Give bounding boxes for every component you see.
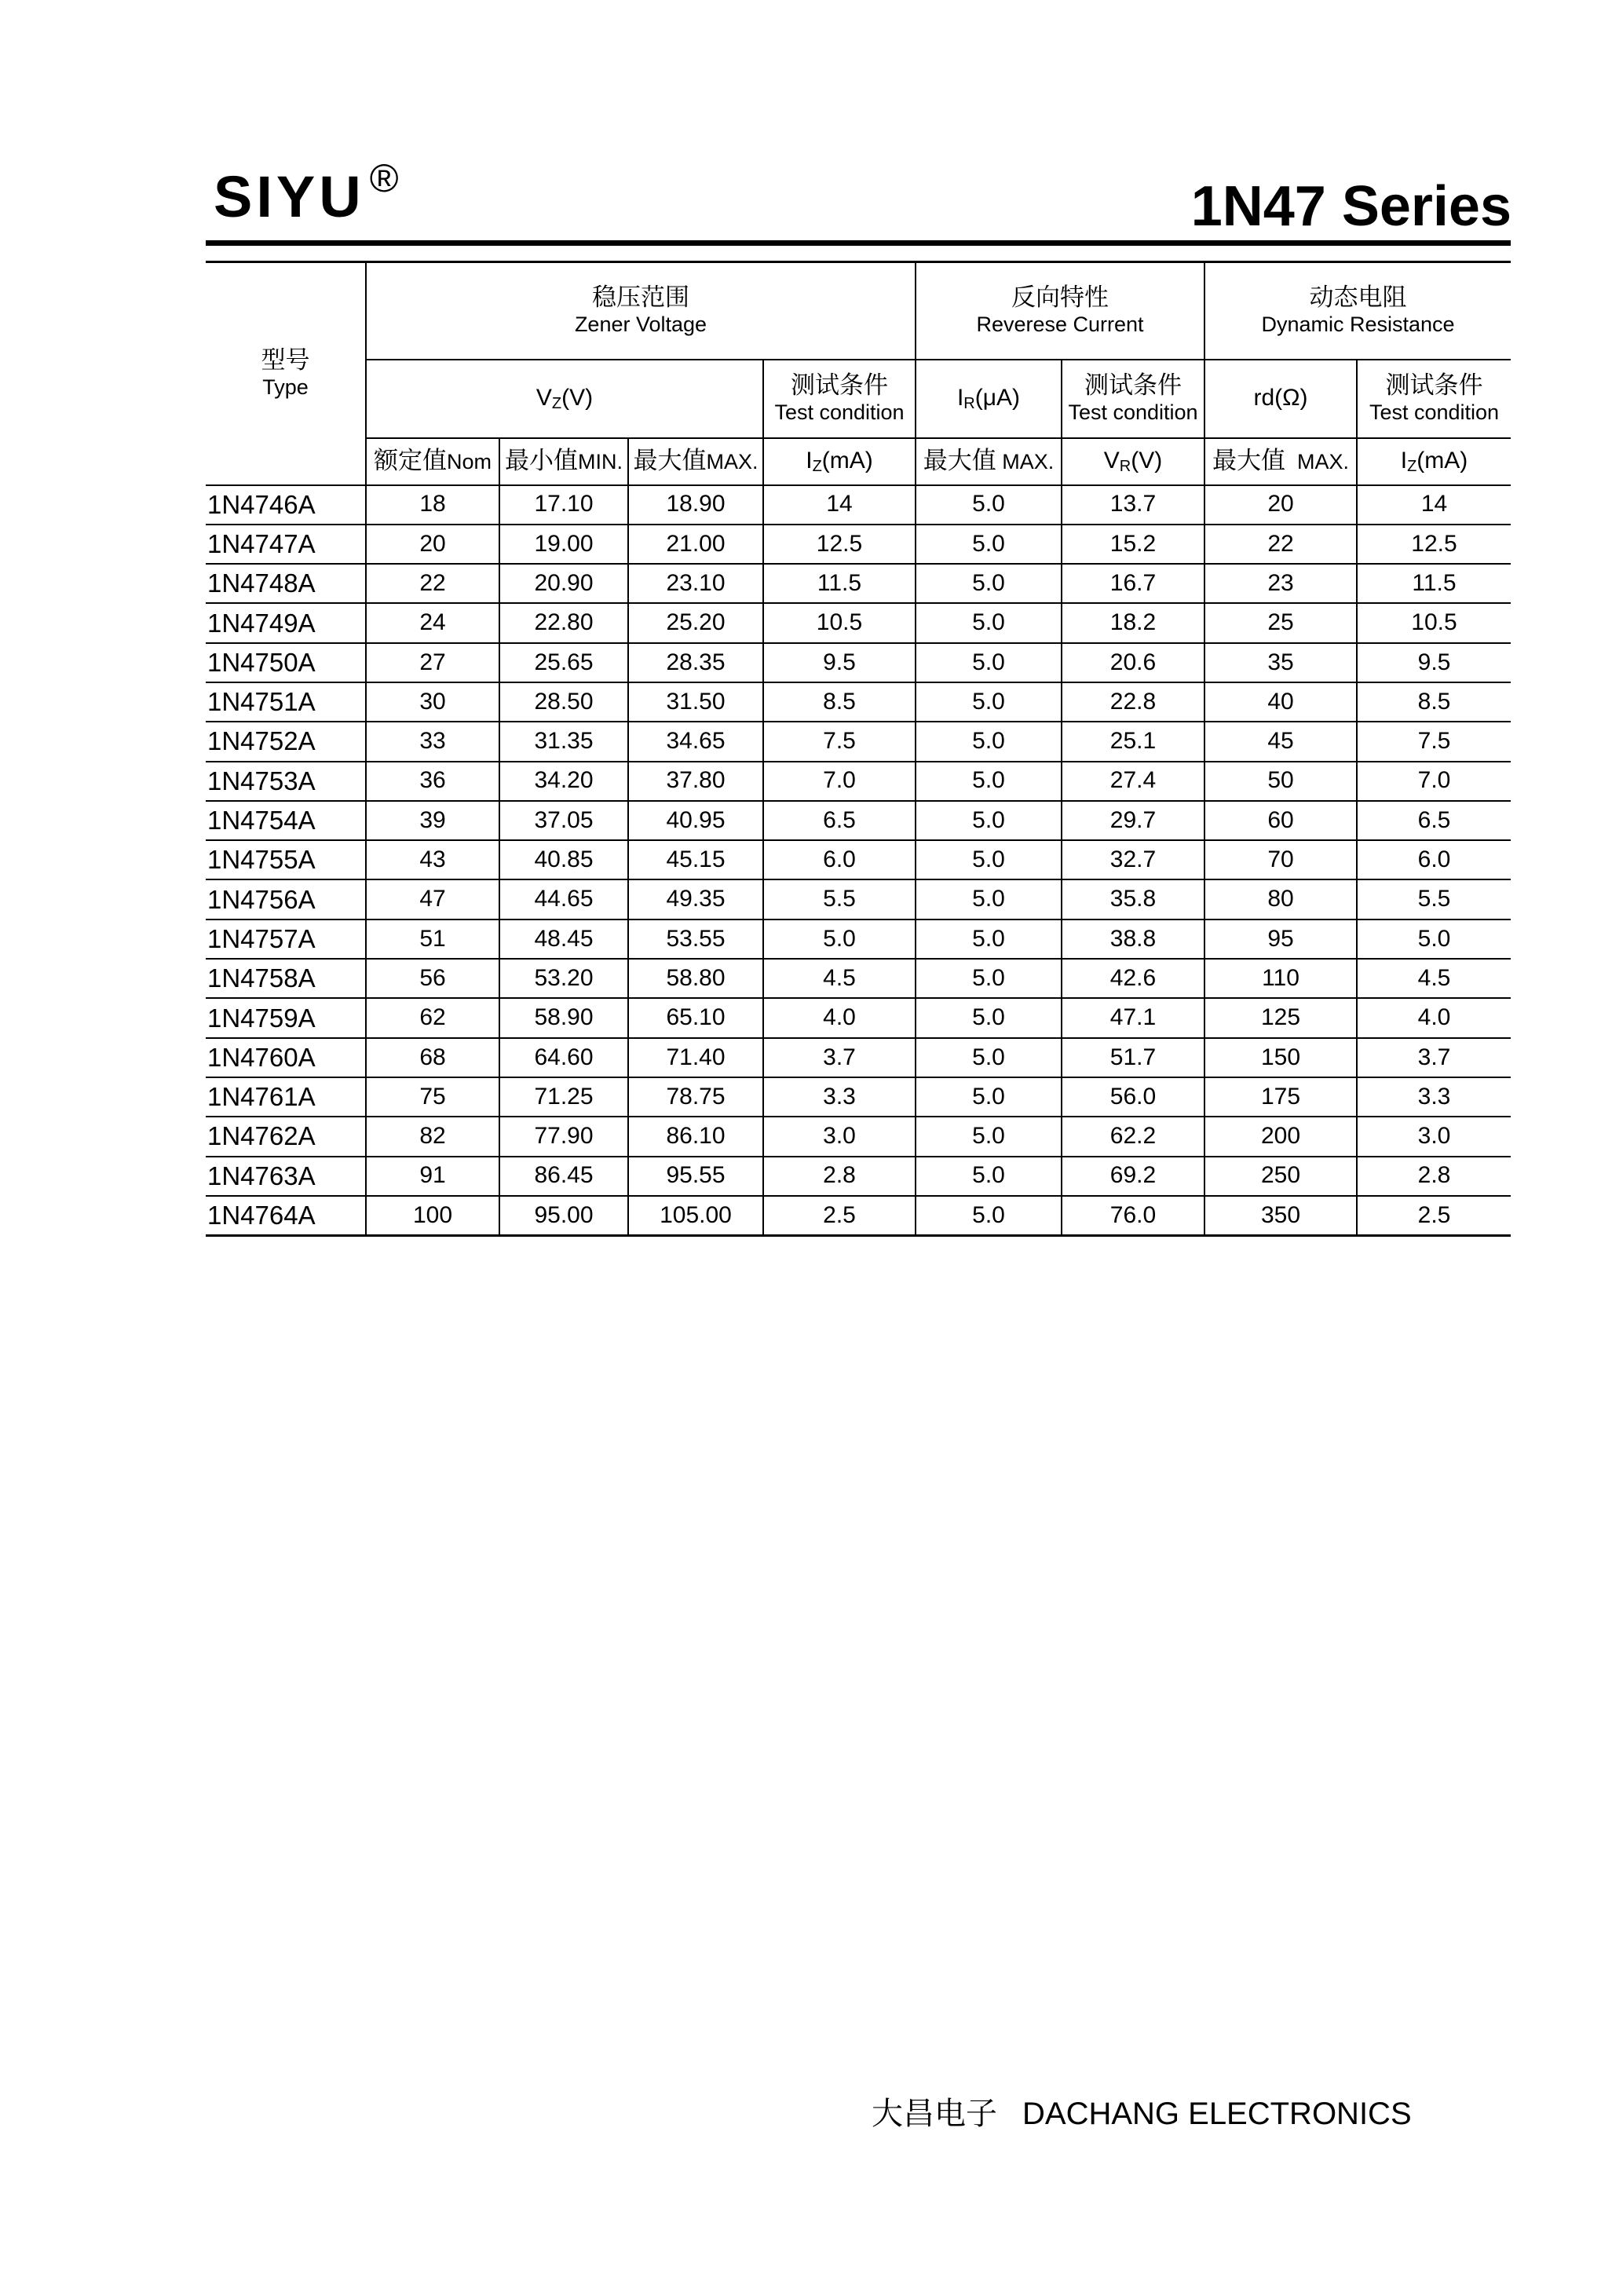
cell-type: 1N4762A bbox=[206, 1117, 366, 1156]
vr-header bbox=[1062, 438, 1204, 485]
cell-iz2: 3.3 bbox=[1357, 1077, 1511, 1117]
iz-subscript: Z bbox=[812, 457, 822, 475]
cell-min: 58.90 bbox=[499, 998, 628, 1037]
reverse-test-condition-header bbox=[1062, 360, 1204, 438]
vr-symbol: V bbox=[1103, 447, 1120, 473]
reverse-current-header bbox=[916, 262, 1204, 360]
cell-min: 53.20 bbox=[499, 959, 628, 998]
cell-type: 1N4748A bbox=[206, 564, 366, 603]
cell-nom: 36 bbox=[366, 762, 499, 801]
table-row bbox=[206, 1077, 1511, 1117]
cell-iz2: 5.0 bbox=[1357, 919, 1511, 959]
cell-min: 64.60 bbox=[499, 1038, 628, 1077]
cell-max: 86.10 bbox=[628, 1117, 763, 1156]
cell-iz: 2.8 bbox=[763, 1157, 916, 1196]
cell-max: 18.90 bbox=[628, 485, 763, 525]
cell-min: 77.90 bbox=[499, 1117, 628, 1156]
cell-iz: 10.5 bbox=[763, 603, 916, 642]
table-row bbox=[206, 879, 1511, 919]
cell-max: 31.50 bbox=[628, 682, 763, 722]
cell-ir: 5.0 bbox=[916, 564, 1062, 603]
cell-vr: 76.0 bbox=[1062, 1196, 1204, 1236]
cell-type: 1N4757A bbox=[206, 919, 366, 959]
table-row bbox=[206, 485, 1511, 525]
cell-nom: 51 bbox=[366, 919, 499, 959]
zener-voltage-header bbox=[366, 262, 916, 360]
iz-unit: (mA) bbox=[821, 447, 873, 473]
test-en-1: Test condition bbox=[774, 400, 905, 424]
zener-header-en: Zener Voltage bbox=[574, 313, 707, 337]
cell-iz2: 9.5 bbox=[1357, 643, 1511, 682]
ir-unit: (μA) bbox=[974, 384, 1021, 411]
cell-max: 49.35 bbox=[628, 879, 763, 919]
min-en: MIN. bbox=[578, 449, 623, 473]
table-row bbox=[206, 564, 1511, 603]
cell-iz2: 14 bbox=[1357, 485, 1511, 525]
cell-max: 105.00 bbox=[628, 1196, 763, 1236]
vr-unit: (V) bbox=[1131, 447, 1163, 473]
cell-type: 1N4747A bbox=[206, 525, 366, 564]
rd-max-header bbox=[1204, 438, 1357, 485]
cell-rd: 200 bbox=[1204, 1117, 1357, 1156]
cell-min: 86.45 bbox=[499, 1157, 628, 1196]
cell-nom: 47 bbox=[366, 879, 499, 919]
cell-rd: 23 bbox=[1204, 564, 1357, 603]
cell-type: 1N4750A bbox=[206, 643, 366, 682]
cell-iz2: 2.8 bbox=[1357, 1157, 1511, 1196]
cell-vr: 18.2 bbox=[1062, 603, 1204, 642]
cell-ir: 5.0 bbox=[916, 1196, 1062, 1236]
cell-type: 1N4749A bbox=[206, 603, 366, 642]
cell-ir: 5.0 bbox=[916, 603, 1062, 642]
cell-iz: 6.5 bbox=[763, 801, 916, 840]
ir-max-cn: 最大值 bbox=[923, 446, 996, 475]
cell-vr: 25.1 bbox=[1062, 722, 1204, 761]
cell-rd: 40 bbox=[1204, 682, 1357, 722]
cell-max: 53.55 bbox=[628, 919, 763, 959]
cell-min: 31.35 bbox=[499, 722, 628, 761]
cell-ir: 5.0 bbox=[916, 525, 1062, 564]
cell-min: 48.45 bbox=[499, 919, 628, 959]
cell-iz: 8.5 bbox=[763, 682, 916, 722]
cell-vr: 15.2 bbox=[1062, 525, 1204, 564]
cell-ir: 5.0 bbox=[916, 1077, 1062, 1117]
cell-iz: 3.3 bbox=[763, 1077, 916, 1117]
cell-vr: 22.8 bbox=[1062, 682, 1204, 722]
cell-iz: 3.0 bbox=[763, 1117, 916, 1156]
table-row bbox=[206, 959, 1511, 998]
cell-min: 44.65 bbox=[499, 879, 628, 919]
test-en-3: Test condition bbox=[1369, 400, 1500, 424]
cell-iz2: 3.7 bbox=[1357, 1038, 1511, 1077]
cell-ir: 5.0 bbox=[916, 919, 1062, 959]
min-header bbox=[499, 438, 628, 485]
cell-vr: 27.4 bbox=[1062, 762, 1204, 801]
iz2-header bbox=[1357, 438, 1511, 485]
cell-iz: 11.5 bbox=[763, 564, 916, 603]
cell-min: 71.25 bbox=[499, 1077, 628, 1117]
type-header-cn: 型号 bbox=[261, 346, 310, 375]
cell-ir: 5.0 bbox=[916, 998, 1062, 1037]
cell-rd: 20 bbox=[1204, 485, 1357, 525]
cell-type: 1N4761A bbox=[206, 1077, 366, 1117]
cell-ir: 5.0 bbox=[916, 1117, 1062, 1156]
cell-type: 1N4746A bbox=[206, 485, 366, 525]
nom-cn: 额定值 bbox=[373, 446, 447, 475]
dynamic-header-en: Dynamic Resistance bbox=[1261, 313, 1455, 337]
cell-iz2: 6.5 bbox=[1357, 801, 1511, 840]
nom-en: Nom bbox=[446, 449, 492, 473]
cell-type: 1N4758A bbox=[206, 959, 366, 998]
cell-type: 1N4753A bbox=[206, 762, 366, 801]
cell-iz2: 7.0 bbox=[1357, 762, 1511, 801]
cell-iz: 2.5 bbox=[763, 1196, 916, 1236]
reverse-header-en: Reverese Current bbox=[976, 313, 1144, 337]
cell-ir: 5.0 bbox=[916, 879, 1062, 919]
iz2-subscript: Z bbox=[1407, 457, 1417, 475]
cell-iz2: 6.0 bbox=[1357, 840, 1511, 879]
cell-max: 65.10 bbox=[628, 998, 763, 1037]
table-row bbox=[206, 919, 1511, 959]
cell-vr: 69.2 bbox=[1062, 1157, 1204, 1196]
brand-logo bbox=[214, 156, 403, 230]
cell-rd: 60 bbox=[1204, 801, 1357, 840]
cell-max: 21.00 bbox=[628, 525, 763, 564]
cell-nom: 18 bbox=[366, 485, 499, 525]
cell-type: 1N4751A bbox=[206, 682, 366, 722]
iz-symbol: I bbox=[806, 447, 813, 473]
cell-rd: 350 bbox=[1204, 1196, 1357, 1236]
max-cn: 最大值 bbox=[633, 446, 707, 475]
cell-nom: 91 bbox=[366, 1157, 499, 1196]
ir-symbol: I bbox=[956, 384, 964, 411]
cell-type: 1N4759A bbox=[206, 998, 366, 1037]
ir-max-header bbox=[916, 438, 1062, 485]
vz-unit: (V) bbox=[561, 384, 594, 411]
table-body bbox=[206, 485, 1511, 1236]
cell-ir: 5.0 bbox=[916, 485, 1062, 525]
cell-iz2: 7.5 bbox=[1357, 722, 1511, 761]
cell-vr: 38.8 bbox=[1062, 919, 1204, 959]
cell-rd: 35 bbox=[1204, 643, 1357, 682]
header-rule bbox=[206, 240, 1511, 246]
footer bbox=[872, 2089, 1412, 2133]
cell-type: 1N4756A bbox=[206, 879, 366, 919]
zener-test-condition-header bbox=[763, 360, 916, 438]
cell-rd: 175 bbox=[1204, 1077, 1357, 1117]
cell-ir: 5.0 bbox=[916, 1157, 1062, 1196]
cell-iz: 14 bbox=[763, 485, 916, 525]
cell-iz: 6.0 bbox=[763, 840, 916, 879]
cell-rd: 250 bbox=[1204, 1157, 1357, 1196]
rd-header: rd(Ω) bbox=[1204, 360, 1357, 438]
cell-iz: 5.5 bbox=[763, 879, 916, 919]
cell-ir: 5.0 bbox=[916, 762, 1062, 801]
cell-nom: 82 bbox=[366, 1117, 499, 1156]
vr-subscript: R bbox=[1119, 457, 1131, 475]
test-en-2: Test condition bbox=[1068, 400, 1198, 424]
cell-max: 45.15 bbox=[628, 840, 763, 879]
cell-min: 34.20 bbox=[499, 762, 628, 801]
max-header bbox=[628, 438, 763, 485]
cell-ir: 5.0 bbox=[916, 682, 1062, 722]
max-en: MAX. bbox=[706, 449, 758, 473]
rd-max-en: MAX. bbox=[1285, 449, 1349, 473]
test-cn-3: 测试条件 bbox=[1385, 371, 1483, 400]
table-row bbox=[206, 762, 1511, 801]
table-row bbox=[206, 525, 1511, 564]
cell-type: 1N4760A bbox=[206, 1038, 366, 1077]
spec-table bbox=[206, 261, 1511, 1237]
cell-vr: 47.1 bbox=[1062, 998, 1204, 1037]
cell-iz2: 3.0 bbox=[1357, 1117, 1511, 1156]
cell-nom: 39 bbox=[366, 801, 499, 840]
cell-min: 95.00 bbox=[499, 1196, 628, 1236]
cell-nom: 56 bbox=[366, 959, 499, 998]
cell-ir: 5.0 bbox=[916, 959, 1062, 998]
cell-nom: 22 bbox=[366, 564, 499, 603]
cell-type: 1N4755A bbox=[206, 840, 366, 879]
cell-vr: 13.7 bbox=[1062, 485, 1204, 525]
cell-max: 23.10 bbox=[628, 564, 763, 603]
cell-min: 17.10 bbox=[499, 485, 628, 525]
cell-iz: 9.5 bbox=[763, 643, 916, 682]
cell-nom: 62 bbox=[366, 998, 499, 1037]
ir-max-en: MAX. bbox=[996, 449, 1055, 473]
cell-vr: 42.6 bbox=[1062, 959, 1204, 998]
cell-vr: 29.7 bbox=[1062, 801, 1204, 840]
cell-nom: 75 bbox=[366, 1077, 499, 1117]
cell-min: 40.85 bbox=[499, 840, 628, 879]
type-header bbox=[206, 262, 366, 485]
cell-iz2: 4.0 bbox=[1357, 998, 1511, 1037]
rd-max-cn: 最大值 bbox=[1212, 446, 1285, 475]
cell-nom: 100 bbox=[366, 1196, 499, 1236]
cell-rd: 125 bbox=[1204, 998, 1357, 1037]
cell-type: 1N4752A bbox=[206, 722, 366, 761]
brand-name: SIYU bbox=[214, 164, 365, 229]
ir-subscript: R bbox=[963, 394, 975, 412]
cell-nom: 20 bbox=[366, 525, 499, 564]
cell-iz: 3.7 bbox=[763, 1038, 916, 1077]
iz2-unit: (mA) bbox=[1416, 447, 1468, 473]
iz2-symbol: I bbox=[1400, 447, 1408, 473]
cell-ir: 5.0 bbox=[916, 722, 1062, 761]
cell-min: 19.00 bbox=[499, 525, 628, 564]
table-row bbox=[206, 722, 1511, 761]
table-row bbox=[206, 1196, 1511, 1236]
cell-iz: 12.5 bbox=[763, 525, 916, 564]
cell-max: 40.95 bbox=[628, 801, 763, 840]
dynamic-resistance-header bbox=[1204, 262, 1511, 360]
vz-subscript: Z bbox=[551, 394, 562, 412]
table-row bbox=[206, 840, 1511, 879]
ir-header bbox=[916, 360, 1062, 438]
cell-rd: 22 bbox=[1204, 525, 1357, 564]
cell-vr: 62.2 bbox=[1062, 1117, 1204, 1156]
test-cn-1: 测试条件 bbox=[791, 371, 888, 400]
cell-vr: 16.7 bbox=[1062, 564, 1204, 603]
dynamic-header-cn: 动态电阻 bbox=[1309, 283, 1407, 313]
registered-mark: ® bbox=[369, 156, 403, 200]
table-row bbox=[206, 998, 1511, 1037]
test-cn-2: 测试条件 bbox=[1084, 371, 1182, 400]
table-row bbox=[206, 801, 1511, 840]
cell-vr: 56.0 bbox=[1062, 1077, 1204, 1117]
cell-iz: 7.0 bbox=[763, 762, 916, 801]
table-row bbox=[206, 1038, 1511, 1077]
table-row bbox=[206, 643, 1511, 682]
cell-iz: 7.5 bbox=[763, 722, 916, 761]
cell-rd: 95 bbox=[1204, 919, 1357, 959]
cell-nom: 43 bbox=[366, 840, 499, 879]
cell-ir: 5.0 bbox=[916, 1038, 1062, 1077]
cell-iz2: 11.5 bbox=[1357, 564, 1511, 603]
cell-min: 20.90 bbox=[499, 564, 628, 603]
cell-ir: 5.0 bbox=[916, 643, 1062, 682]
cell-min: 37.05 bbox=[499, 801, 628, 840]
cell-rd: 80 bbox=[1204, 879, 1357, 919]
cell-rd: 70 bbox=[1204, 840, 1357, 879]
reverse-header-cn: 反向特性 bbox=[1011, 283, 1109, 313]
dynamic-test-condition-header bbox=[1357, 360, 1511, 438]
cell-rd: 45 bbox=[1204, 722, 1357, 761]
cell-max: 95.55 bbox=[628, 1157, 763, 1196]
cell-rd: 25 bbox=[1204, 603, 1357, 642]
cell-rd: 110 bbox=[1204, 959, 1357, 998]
cell-iz2: 4.5 bbox=[1357, 959, 1511, 998]
cell-max: 37.80 bbox=[628, 762, 763, 801]
cell-nom: 33 bbox=[366, 722, 499, 761]
series-title: 1N47 Series bbox=[1190, 175, 1512, 238]
cell-rd: 150 bbox=[1204, 1038, 1357, 1077]
cell-vr: 51.7 bbox=[1062, 1038, 1204, 1077]
table-row bbox=[206, 1117, 1511, 1156]
type-header-en: Type bbox=[262, 375, 309, 400]
cell-vr: 20.6 bbox=[1062, 643, 1204, 682]
cell-iz: 5.0 bbox=[763, 919, 916, 959]
cell-max: 71.40 bbox=[628, 1038, 763, 1077]
cell-iz2: 2.5 bbox=[1357, 1196, 1511, 1236]
cell-iz: 4.0 bbox=[763, 998, 916, 1037]
cell-iz2: 12.5 bbox=[1357, 525, 1511, 564]
cell-min: 22.80 bbox=[499, 603, 628, 642]
cell-type: 1N4763A bbox=[206, 1157, 366, 1196]
table-row bbox=[206, 682, 1511, 722]
cell-ir: 5.0 bbox=[916, 801, 1062, 840]
cell-max: 58.80 bbox=[628, 959, 763, 998]
zener-header-cn: 稳压范围 bbox=[592, 283, 689, 313]
cell-iz2: 5.5 bbox=[1357, 879, 1511, 919]
company-name-en: DACHANG ELECTRONICS bbox=[1022, 2097, 1412, 2131]
cell-max: 34.65 bbox=[628, 722, 763, 761]
cell-min: 28.50 bbox=[499, 682, 628, 722]
table-row bbox=[206, 1157, 1511, 1196]
nom-header bbox=[366, 438, 499, 485]
cell-iz2: 10.5 bbox=[1357, 603, 1511, 642]
cell-min: 25.65 bbox=[499, 643, 628, 682]
cell-nom: 27 bbox=[366, 643, 499, 682]
cell-iz: 4.5 bbox=[763, 959, 916, 998]
cell-nom: 30 bbox=[366, 682, 499, 722]
cell-vr: 35.8 bbox=[1062, 879, 1204, 919]
cell-iz2: 8.5 bbox=[1357, 682, 1511, 722]
cell-max: 25.20 bbox=[628, 603, 763, 642]
vz-header bbox=[366, 360, 763, 438]
cell-type: 1N4764A bbox=[206, 1196, 366, 1236]
company-name-cn: 大昌电子 bbox=[872, 2096, 997, 2132]
cell-vr: 32.7 bbox=[1062, 840, 1204, 879]
table-row bbox=[206, 603, 1511, 642]
cell-rd: 50 bbox=[1204, 762, 1357, 801]
vz-symbol: V bbox=[536, 384, 552, 411]
cell-nom: 68 bbox=[366, 1038, 499, 1077]
cell-max: 28.35 bbox=[628, 643, 763, 682]
min-cn: 最小值 bbox=[505, 446, 578, 475]
cell-max: 78.75 bbox=[628, 1077, 763, 1117]
cell-nom: 24 bbox=[366, 603, 499, 642]
cell-ir: 5.0 bbox=[916, 840, 1062, 879]
iz-header bbox=[763, 438, 916, 485]
cell-type: 1N4754A bbox=[206, 801, 366, 840]
